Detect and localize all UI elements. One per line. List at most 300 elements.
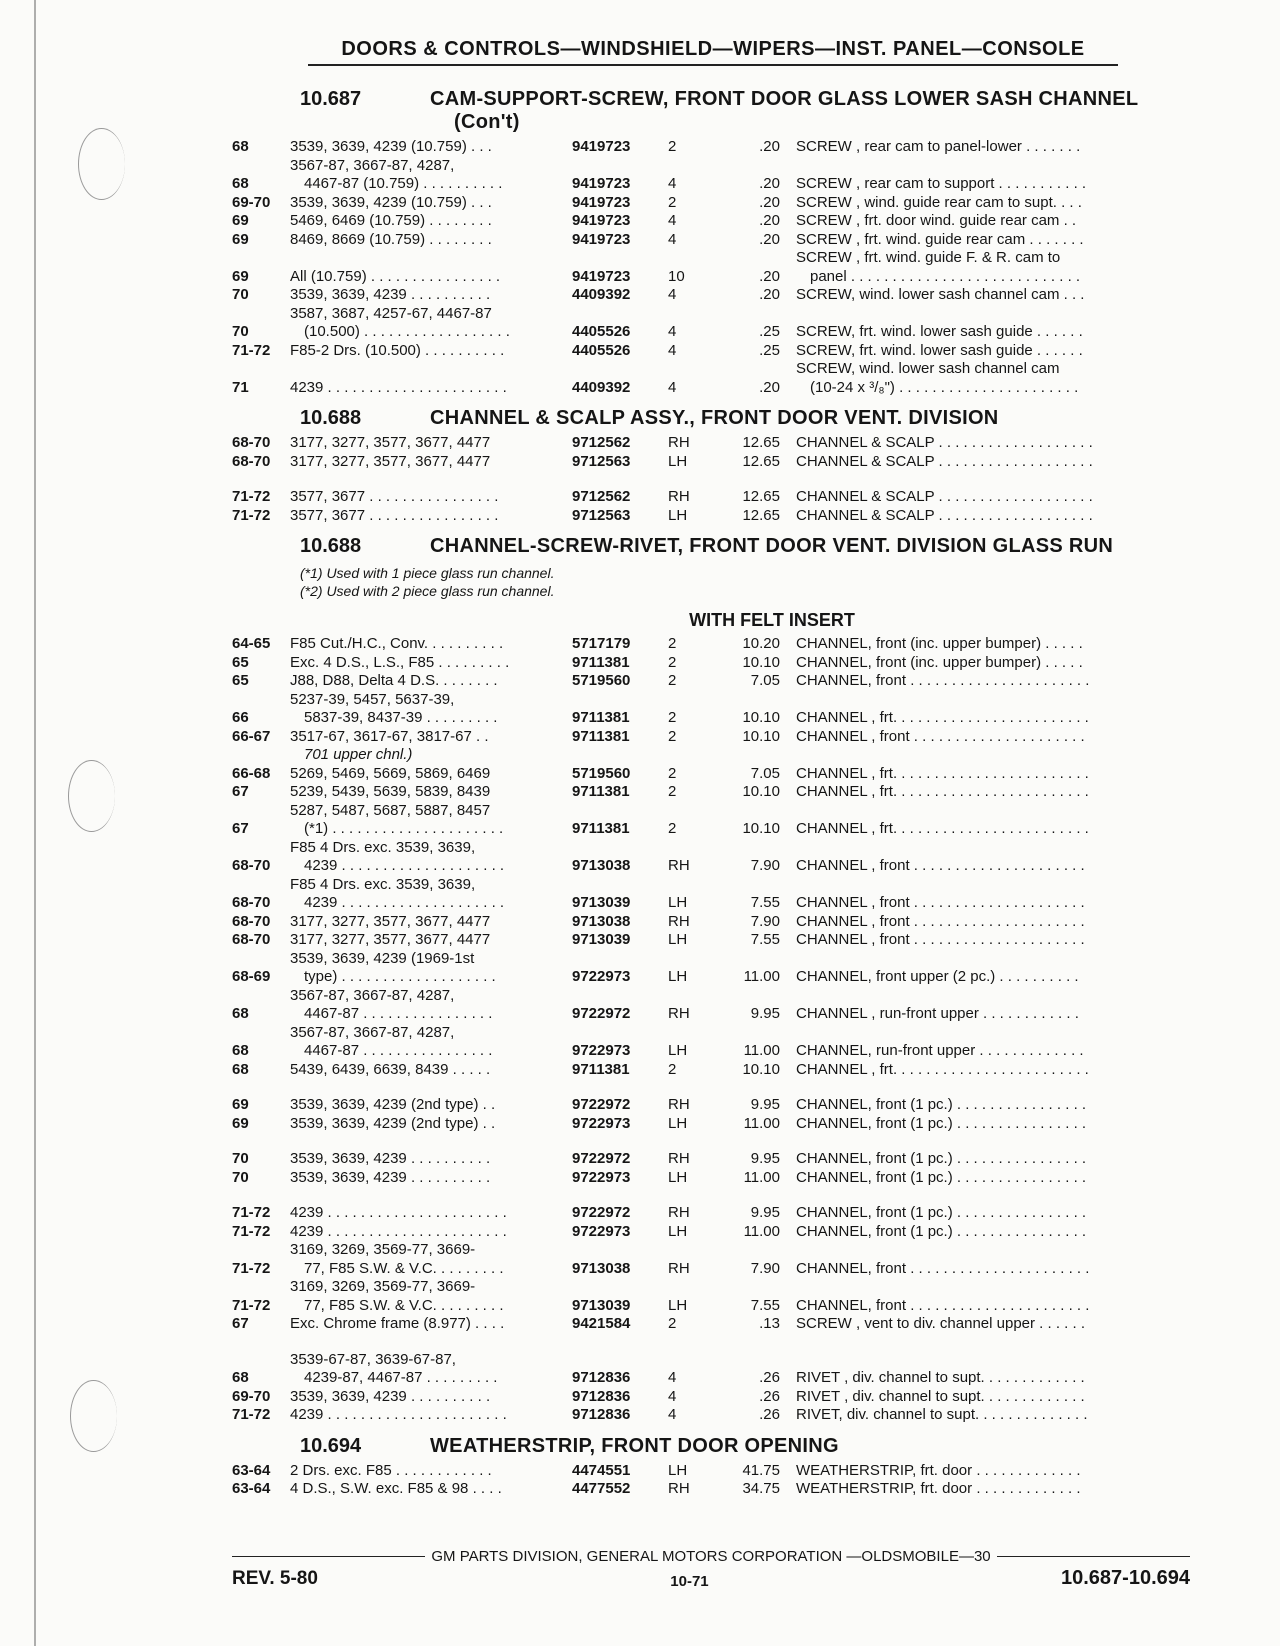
row-description (796, 1150, 1192, 1169)
row-price: .20 (759, 267, 780, 285)
row-model (290, 783, 572, 802)
table-row (232, 1480, 1192, 1499)
row-description-line1: SCREW , vent to div. channel upper . . . . . . (796, 1315, 1086, 1332)
table-row (232, 635, 1192, 654)
row-quantity: LH (668, 1222, 688, 1240)
row-model-line1: 3567-87, 3667-87, 4287, (290, 1023, 455, 1041)
row-description (796, 654, 1192, 673)
row-price: .20 (759, 286, 780, 303)
row-year: 68-69 (232, 968, 271, 985)
row-model-line2: 701 upper chnl.) (304, 746, 413, 763)
row-quantity: RH (668, 488, 690, 505)
row-model-line1: 5237-39, 5457, 5637-39, (290, 690, 455, 708)
row-part-number: 4477552 (572, 1480, 631, 1497)
row-part-number: 4409392 (572, 286, 631, 303)
row-model-line1: 4239 . . . . . . . . . . . . . . . . . . . . . . (290, 1406, 507, 1423)
row-part-number: 4409392 (572, 378, 631, 396)
row-part-number: 9712836 (572, 1406, 631, 1423)
footer-publisher: GM PARTS DIVISION, GENERAL MOTORS CORPORATION —OLDSMOBILE—30 (431, 1548, 991, 1565)
row-price: 7.05 (750, 764, 780, 782)
row-description-line1: WEATHERSTRIP, frt. door . . . . . . . . . . . . . (796, 1461, 1081, 1479)
row-model-line1: 3177, 3277, 3577, 3677, 4477 (290, 452, 491, 470)
row-model-line2: 4239-87, 4467-87 . . . . . . . . . (304, 1369, 498, 1386)
row-model-line2: 4239 . . . . . . . . . . . . . . . . . . . . (304, 857, 505, 874)
row-part-number: 9712836 (572, 1369, 631, 1386)
row-price: .25 (759, 323, 780, 340)
note-line: (*1) Used with 1 piece glass run channel. (300, 565, 555, 581)
section-title-text: CHANNEL & SCALP ASSY., FRONT DOOR VENT. DIVISION (430, 407, 999, 429)
row-model (290, 1480, 572, 1499)
row-part-number: 9722972 (572, 1096, 631, 1113)
binding-margin-line (34, 0, 36, 1646)
table-row (232, 342, 1192, 361)
row-year: 68 (232, 1042, 249, 1059)
row-year: 67 (232, 783, 249, 800)
row-model-line1: 5439, 6439, 6639, 8439 . . . . . (290, 1060, 491, 1078)
row-model-line1: 3567-87, 3667-87, 4287, (290, 156, 455, 174)
table-row (232, 654, 1192, 673)
section-10-688 (232, 407, 1192, 525)
row-description-line1: CHANNEL , frt. . . . . . . . . . . . . . . . . . . . . . . . (796, 820, 1089, 837)
row-quantity: LH (668, 506, 688, 524)
row-part-number: 9713039 (572, 1296, 631, 1314)
row-quantity: 2 (668, 727, 677, 745)
table-row (232, 1115, 1192, 1134)
row-model-line1: 3539, 3639, 4239 (10.759) . . . (290, 193, 492, 211)
row-description (796, 1005, 1192, 1024)
row-description-line1: CHANNEL , frt. . . . . . . . . . . . . . . . . . . . . . . . (796, 783, 1089, 800)
row-price: .25 (759, 341, 780, 359)
row-price: 10.10 (742, 653, 780, 671)
row-model-line1: F85 4 Drs. exc. 3539, 3639, (290, 875, 476, 893)
punch-hole-middle (68, 760, 115, 832)
row-quantity: RH (668, 1005, 690, 1022)
row-quantity: RH (668, 912, 690, 930)
row-model (290, 1150, 572, 1169)
row-description-line1: SCREW , frt. wind. guide F. & R. cam to (796, 249, 1061, 266)
row-description (796, 635, 1192, 654)
row-model (290, 654, 572, 673)
row-year: 68-70 (232, 434, 271, 451)
table-row (232, 913, 1192, 932)
row-model-line1: 3177, 3277, 3577, 3677, 4477 (290, 912, 491, 930)
table-row (232, 950, 1192, 987)
row-year: 71 (232, 378, 249, 396)
table-row (232, 1150, 1192, 1169)
row-model (290, 802, 572, 839)
row-quantity: 4 (668, 1369, 677, 1386)
punch-hole-top (78, 128, 125, 200)
row-year: 69-70 (232, 1387, 271, 1405)
row-year: 68 (232, 175, 249, 192)
row-description-line2: panel . . . . . . . . . . . . . . . . . . . . . . . . . . . . (810, 267, 1081, 285)
row-price: 7.55 (750, 931, 780, 948)
row-quantity: 10 (668, 267, 685, 285)
row-part-number: 9722973 (572, 968, 631, 985)
row-model-line1: 3539-67-87, 3639-67-87, (290, 1350, 456, 1368)
row-description-line1: CHANNEL , frt. . . . . . . . . . . . . . . . . . . . . . . . (796, 709, 1089, 726)
row-year: 65 (232, 672, 249, 689)
row-year: 63-64 (232, 1480, 271, 1497)
row-model-line2: 4467-87 . . . . . . . . . . . . . . . . (304, 1042, 493, 1059)
table-row (232, 783, 1192, 802)
row-price: 41.75 (742, 1461, 780, 1479)
row-quantity: 2 (668, 820, 677, 837)
row-model (290, 672, 572, 691)
table-row (232, 434, 1192, 453)
row-model-line1: 3577, 3677 . . . . . . . . . . . . . . . . (290, 488, 499, 505)
row-quantity: 4 (668, 1406, 677, 1423)
row-description (796, 453, 1192, 472)
row-price: .26 (759, 1387, 780, 1405)
row-price: 9.95 (750, 1150, 780, 1167)
row-part-number: 9713038 (572, 857, 631, 874)
row-model-line1: 4 D.S., S.W. exc. F85 & 98 . . . . (290, 1480, 502, 1497)
row-model-line1: 3539, 3639, 4239 (2nd type) . . (290, 1114, 496, 1132)
row-quantity: LH (668, 931, 688, 948)
section-heading (232, 535, 1192, 558)
row-part-number: 9722973 (572, 1168, 631, 1186)
row-description (796, 138, 1192, 157)
row-quantity: 2 (668, 1060, 677, 1078)
row-part-number: 4405526 (572, 323, 631, 340)
row-model-line1: 3169, 3269, 3569-77, 3669- (290, 1241, 476, 1258)
row-model-line1: 5287, 5487, 5687, 5887, 8457 (290, 801, 491, 819)
row-model-line2: 5837-39, 8437-39 . . . . . . . . . (304, 709, 498, 726)
table-row (232, 1241, 1192, 1278)
row-year: 68-70 (232, 894, 271, 911)
row-description (796, 1204, 1192, 1223)
row-description-line1: SCREW , frt. wind. guide rear cam . . . . . . . (796, 230, 1084, 248)
table-row (232, 305, 1192, 342)
row-part-number: 9722973 (572, 1114, 631, 1132)
table-row (232, 691, 1192, 728)
row-price: 10.10 (742, 709, 780, 726)
row-quantity: RH (668, 1480, 690, 1497)
row-description (796, 323, 1192, 342)
revision-label: REV. 5-80 (232, 1568, 318, 1589)
row-price: 9.95 (750, 1204, 780, 1221)
row-model (290, 1223, 572, 1242)
row-quantity: LH (668, 968, 688, 985)
table-row (232, 1388, 1192, 1407)
row-model-line1: 3577, 3677 . . . . . . . . . . . . . . . . (290, 506, 499, 524)
row-year: 68-70 (232, 857, 271, 874)
row-description (796, 286, 1192, 305)
row-quantity: 2 (668, 1315, 677, 1332)
row-price: 7.90 (750, 1259, 780, 1277)
row-description-line1: CHANNEL, front (1 pc.) . . . . . . . . . . . . . . . . (796, 1168, 1087, 1186)
row-price: 12.65 (742, 452, 780, 470)
row-model-line1: 3169, 3269, 3569-77, 3669- (290, 1278, 476, 1295)
row-model-line1: 3177, 3277, 3577, 3677, 4477 (290, 434, 491, 451)
row-part-number: 9712836 (572, 1387, 631, 1405)
row-description-line1: CHANNEL, front (1 pc.) . . . . . . . . . . . . . . . . (796, 1150, 1087, 1167)
row-model-line1: 3539, 3639, 4239 . . . . . . . . . . (290, 1150, 491, 1167)
row-description-line1: CHANNEL , frt. . . . . . . . . . . . . . . . . . . . . . . . (796, 1060, 1089, 1078)
row-part-number: 9713039 (572, 931, 631, 948)
row-model (290, 1024, 572, 1061)
row-model-line2: 4239 . . . . . . . . . . . . . . . . . . . . (304, 894, 505, 911)
row-model (290, 194, 572, 213)
row-model-line2: (10.500) . . . . . . . . . . . . . . . . . . (304, 323, 510, 340)
row-price: .20 (759, 138, 780, 155)
row-description (796, 1388, 1192, 1407)
section-number: 10.688 (300, 407, 362, 429)
row-description-line1: SCREW , frt. door wind. guide rear cam . . (796, 212, 1077, 229)
row-model (290, 138, 572, 157)
row-model-line1: 3517-67, 3617-67, 3817-67 . . (290, 727, 489, 745)
row-quantity: 4 (668, 378, 677, 396)
row-description (796, 175, 1192, 194)
row-description-line1: CHANNEL & SCALP . . . . . . . . . . . . . . . . . . . (796, 434, 1093, 451)
row-model-line2: 77, F85 S.W. & V.C. . . . . . . . . (304, 1296, 504, 1314)
row-description-line1: CHANNEL, front . . . . . . . . . . . . . . . . . . . . . . (796, 1296, 1090, 1314)
row-description-line1: CHANNEL , front . . . . . . . . . . . . . . . . . . . . . (796, 857, 1085, 874)
row-description-line1: CHANNEL & SCALP . . . . . . . . . . . . . . . . . . . (796, 506, 1093, 524)
page-number: 10-71 (670, 1573, 709, 1590)
row-description (796, 194, 1192, 213)
table-row (232, 231, 1192, 250)
row-price: 12.65 (742, 434, 780, 451)
row-model-line1: F85 4 Drs. exc. 3539, 3639, (290, 838, 476, 856)
row-part-number: 5717179 (572, 635, 631, 652)
row-description-line1: CHANNEL , front . . . . . . . . . . . . . . . . . . . . . (796, 912, 1085, 930)
row-price: 10.10 (742, 783, 780, 800)
row-part-number: 9711381 (572, 709, 630, 726)
row-year: 68 (232, 1369, 249, 1386)
row-year: 71-72 (232, 506, 271, 524)
row-year: 71-72 (232, 1259, 271, 1277)
row-quantity: LH (668, 1461, 688, 1479)
row-model (290, 987, 572, 1024)
row-model (290, 379, 572, 398)
row-price: 11.00 (743, 1114, 780, 1132)
row-model (290, 1388, 572, 1407)
row-year: 69 (232, 1114, 249, 1132)
row-description-line1: RIVET, div. channel to supt. . . . . . . . . . . . . . (796, 1406, 1088, 1423)
row-description (796, 1223, 1192, 1242)
table-row (232, 157, 1192, 194)
row-part-number: 9712562 (572, 434, 631, 451)
row-model-line1: F85 Cut./H.C., Conv. . . . . . . . . . (290, 635, 504, 652)
row-description (796, 342, 1192, 361)
row-description (796, 1115, 1192, 1134)
row-description (796, 1315, 1192, 1334)
row-model-line1: 3539, 3639, 4239 (10.759) . . . (290, 138, 492, 155)
row-model (290, 1351, 572, 1388)
table-row (232, 1223, 1192, 1242)
row-year: 64-65 (232, 635, 271, 652)
row-year: 65 (232, 653, 249, 671)
row-description (796, 820, 1192, 839)
table-row (232, 1351, 1192, 1388)
row-part-number: 9711381 (572, 820, 630, 837)
table-row (232, 453, 1192, 472)
row-year: 71-72 (232, 1204, 271, 1221)
table-row (232, 488, 1192, 507)
row-model (290, 1241, 572, 1278)
row-part-number: 9421584 (572, 1315, 631, 1332)
row-description-line1: SCREW , rear cam to panel-lower . . . . . . . (796, 138, 1081, 155)
row-description-line1: SCREW, frt. wind. lower sash guide . . . . . . (796, 341, 1083, 359)
row-price: .20 (759, 193, 780, 211)
row-model (290, 931, 572, 950)
row-year: 68 (232, 1005, 249, 1022)
row-year: 68-70 (232, 931, 271, 948)
row-year: 67 (232, 1315, 249, 1332)
table-row (232, 1024, 1192, 1061)
row-part-number: 9713038 (572, 1259, 631, 1277)
row-description-line1: CHANNEL, front (1 pc.) . . . . . . . . . . . . . . . . (796, 1096, 1087, 1113)
row-description (796, 894, 1192, 913)
row-description-line1: SCREW , rear cam to support . . . . . . . . . . . (796, 175, 1087, 192)
table-row (232, 1204, 1192, 1223)
row-quantity: 2 (668, 138, 677, 155)
row-model-line1: All (10.759) . . . . . . . . . . . . . . . . (290, 267, 501, 285)
table-row (232, 360, 1192, 397)
row-price: .20 (759, 378, 780, 396)
row-price: 11.00 (743, 1222, 780, 1240)
row-description (796, 1297, 1192, 1316)
row-model (290, 950, 572, 987)
row-description-line1: CHANNEL , frt. . . . . . . . . . . . . . . . . . . . . . . . (796, 764, 1089, 782)
row-description-line1: CHANNEL, run-front upper . . . . . . . . . . . . . (796, 1042, 1084, 1059)
section-title-text: CHANNEL-SCREW-RIVET, FRONT DOOR VENT. DIVISION GLASS RUN (430, 535, 1114, 557)
row-model (290, 157, 572, 194)
row-part-number: 9722973 (572, 1222, 631, 1240)
row-price: 10.10 (742, 1060, 780, 1078)
row-model-line2: (*1) . . . . . . . . . . . . . . . . . . . . . (304, 820, 504, 837)
row-model (290, 453, 572, 472)
row-year: 66 (232, 709, 249, 726)
row-description (796, 1042, 1192, 1061)
row-description (796, 931, 1192, 950)
row-model-line2: 4467-87 . . . . . . . . . . . . . . . . (304, 1005, 493, 1022)
table-row (232, 212, 1192, 231)
row-description (796, 968, 1192, 987)
row-quantity: 4 (668, 1387, 677, 1405)
row-model (290, 342, 572, 361)
row-year: 70 (232, 1150, 249, 1167)
row-part-number: 9711381 (572, 653, 630, 671)
row-description (796, 728, 1192, 747)
row-price: 9.95 (750, 1005, 780, 1022)
row-quantity: LH (668, 1042, 688, 1059)
row-model (290, 1096, 572, 1115)
row-price: 12.65 (742, 506, 780, 524)
row-model-line1: 5469, 6469 (10.759) . . . . . . . . (290, 212, 492, 229)
row-model (290, 876, 572, 913)
row-model-line2: 77, F85 S.W. & V.C. . . . . . . . . (304, 1259, 504, 1277)
row-description (796, 231, 1192, 250)
row-year: 71-72 (232, 1406, 271, 1423)
section-range: 10.687-10.694 (1060, 1567, 1190, 1589)
row-description-line1: RIVET , div. channel to supt. . . . . . . . . . . . . (796, 1387, 1085, 1405)
row-part-number: 9711381 (572, 783, 630, 800)
row-model (290, 765, 572, 784)
row-model (290, 1462, 572, 1481)
section-title-text: WEATHERSTRIP, FRONT DOOR OPENING (430, 1434, 839, 1457)
row-year: 68 (232, 138, 249, 155)
row-price: 11.00 (743, 968, 780, 985)
row-description (796, 857, 1192, 876)
section-subtitle: (Con't) (454, 111, 520, 133)
row-part-number: 9722972 (572, 1150, 631, 1167)
row-price: 10.10 (742, 820, 780, 837)
table-row (232, 802, 1192, 839)
table-row (232, 728, 1192, 765)
table-row (232, 1278, 1192, 1315)
section-heading (232, 1435, 1192, 1458)
row-price: 11.00 (743, 1042, 780, 1059)
row-year: 71-72 (232, 488, 271, 505)
note-line: (*2) Used with 2 piece glass run channel. (300, 583, 555, 599)
table-row (232, 194, 1192, 213)
row-description-line1: CHANNEL, front upper (2 pc.) . . . . . . . . . . (796, 968, 1079, 985)
row-year: 69 (232, 1096, 249, 1113)
row-description-line1: CHANNEL, front (1 pc.) . . . . . . . . . . . . . . . . (796, 1114, 1087, 1132)
row-model-line2: type) . . . . . . . . . . . . . . . . . . . (304, 968, 496, 985)
row-price: 10.10 (742, 727, 780, 745)
row-year: 69-70 (232, 193, 271, 211)
row-model (290, 231, 572, 250)
row-quantity: RH (668, 1204, 690, 1221)
row-description (796, 709, 1192, 728)
row-quantity: 4 (668, 212, 677, 229)
row-model (290, 1169, 572, 1188)
row-price: 11.00 (743, 1168, 780, 1186)
row-quantity: LH (668, 1296, 688, 1314)
table-row (232, 931, 1192, 950)
row-part-number: 9419723 (572, 193, 631, 211)
row-description-line1: CHANNEL , front . . . . . . . . . . . . . . . . . . . . . (796, 931, 1085, 948)
row-quantity: 2 (668, 709, 677, 726)
row-price: .20 (759, 230, 780, 248)
row-description (796, 488, 1192, 507)
row-description (796, 1406, 1192, 1425)
row-model-line1: 4239 . . . . . . . . . . . . . . . . . . . . . . (290, 378, 507, 396)
table-row (232, 286, 1192, 305)
row-description-line1: CHANNEL & SCALP . . . . . . . . . . . . . . . . . . . (796, 488, 1093, 505)
table-row (232, 987, 1192, 1024)
row-quantity: LH (668, 1114, 688, 1132)
row-model (290, 691, 572, 728)
row-model (290, 1406, 572, 1425)
row-price: 7.90 (750, 857, 780, 874)
subheading: WITH FELT INSERT (689, 610, 855, 630)
row-part-number: 9711381 (572, 1060, 630, 1078)
section-heading (232, 88, 1192, 134)
table-row (232, 672, 1192, 691)
row-description-line1: CHANNEL , front . . . . . . . . . . . . . . . . . . . . . (796, 727, 1085, 745)
page-header: DOORS & CONTROLS—WINDSHIELD—WIPERS—INST. PANEL—CONSOLE (308, 38, 1118, 66)
section-number: 10.687 (300, 88, 362, 110)
table-row (232, 249, 1192, 286)
row-year: 69 (232, 212, 249, 229)
row-model (290, 212, 572, 231)
section-number: 10.694 (300, 1434, 362, 1457)
row-year: 71-72 (232, 1296, 271, 1314)
row-description (796, 783, 1192, 802)
row-model-line1: 3177, 3277, 3577, 3677, 4477 (290, 931, 491, 948)
row-model-line1: 3539, 3639, 4239 . . . . . . . . . . (290, 286, 491, 303)
row-part-number: 5719560 (572, 764, 631, 782)
row-year: 66-68 (232, 764, 271, 782)
row-year: 71-72 (232, 341, 271, 359)
row-year: 63-64 (232, 1461, 271, 1479)
row-part-number: 9419723 (572, 175, 631, 192)
